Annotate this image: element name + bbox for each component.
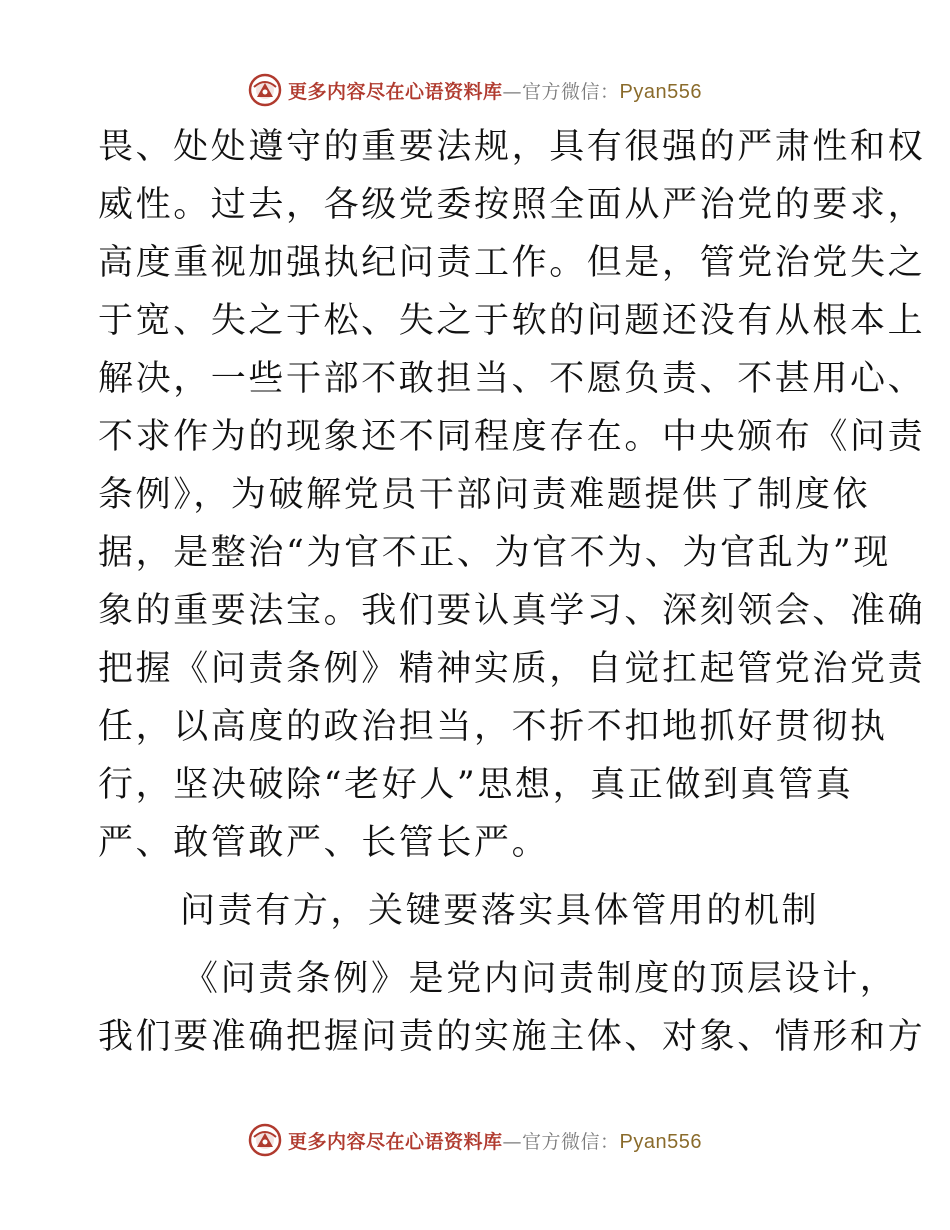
banner-separator: — [502, 80, 523, 103]
footer-banner [0, 1120, 950, 1160]
body-line: 《问责条例》是党内问责制度的顶层设计， [183, 959, 898, 999]
body-line: 据，是整治“为官不正、为官不为、为官乱为”现 [98, 533, 891, 573]
document-body [98, 118, 926, 1066]
body-line: 不求作为的现象还不同程度存在。中央颁布《问责 [98, 417, 926, 457]
section-heading: 问责有方，关键要落实具体管用的机制 [180, 891, 820, 931]
banner-main-text: 更多内容尽在心语资料库 [288, 80, 503, 103]
banner-id: Pyan556 [619, 80, 702, 103]
body-line: 严、敢管敢严、长管长严。 [98, 823, 550, 863]
brand-logo-icon [248, 1123, 282, 1157]
body-line: 象的重要法宝。我们要认真学习、深刻领会、准确 [98, 591, 926, 631]
body-line: 把握《问责条例》精神实质，自觉扛起管党治党责 [98, 649, 926, 689]
banner-label: 官方微信： [522, 80, 620, 103]
body-line: 威性。过去，各级党委按照全面从严治党的要求， [98, 185, 926, 225]
banner-text [288, 77, 702, 104]
banner-id: Pyan556 [619, 1130, 702, 1153]
body-line: 我们要准确把握问责的实施主体、对象、情形和方 [98, 1017, 926, 1057]
body-line: 解决，一些干部不敢担当、不愿负责、不甚用心、 [98, 359, 926, 399]
banner-text [288, 1127, 702, 1154]
banner-main-text: 更多内容尽在心语资料库 [288, 1130, 503, 1153]
body-line: 行，坚决破除“老好人”思想，真正做到真管真 [98, 765, 854, 805]
body-line: 畏、处处遵守的重要法规，具有很强的严肃性和权 [98, 127, 926, 167]
banner-separator: — [502, 1130, 523, 1153]
brand-logo-icon [248, 73, 282, 107]
body-line: 于宽、失之于松、失之于软的问题还没有从根本上 [98, 301, 926, 341]
banner-label: 官方微信： [522, 1130, 620, 1153]
body-line: 条例》，为破解党员干部问责难题提供了制度依 [98, 475, 871, 515]
body-line: 高度重视加强执纪问责工作。但是，管党治党失之 [98, 243, 926, 283]
header-banner [0, 70, 950, 110]
body-line: 任，以高度的政治担当，不折不扣地抓好贯彻执 [98, 707, 888, 747]
